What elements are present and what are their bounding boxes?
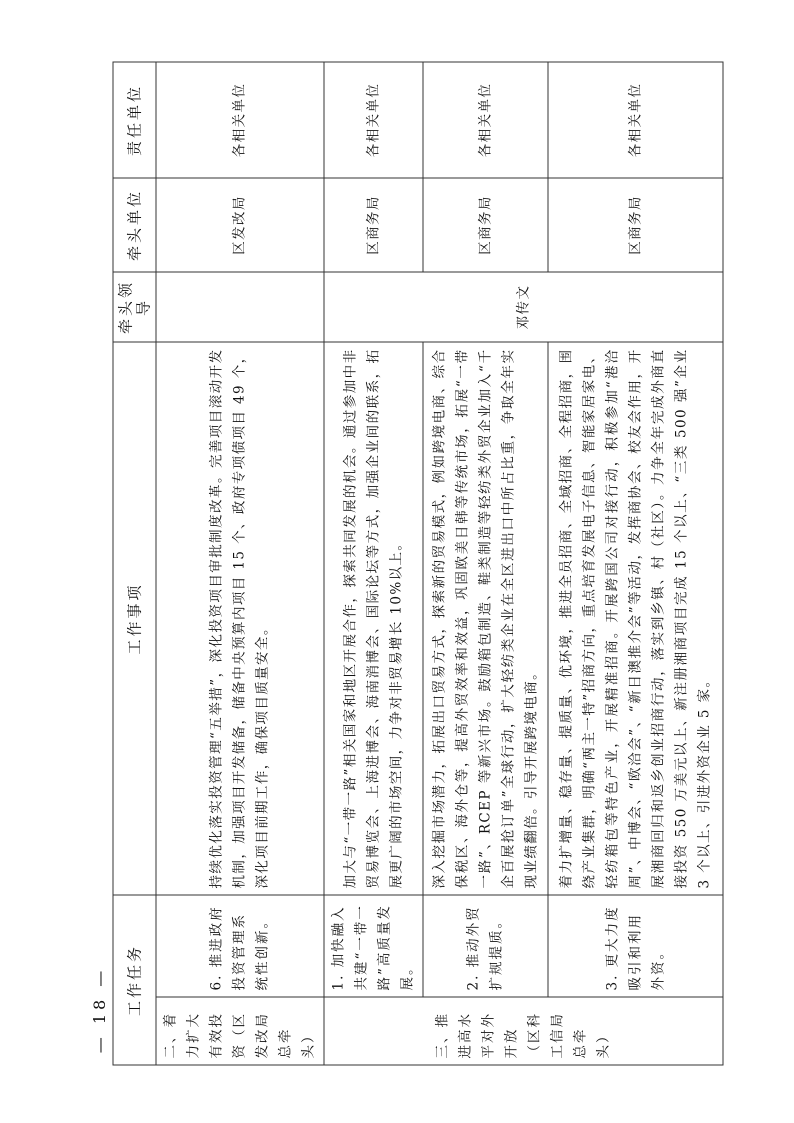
lead-unit-cell: 区商务局: [548, 177, 723, 271]
content-cell: 加大与“一带一路”相关国家和地区开展合作，探索共同发展的机会。通过参加中非贸易博览会、上海进博会、海南消博会、国际论坛等方式，加强企业间的联系，拓展更广阔的市场空间，力争对非贸易增长 10%以上。: [324, 341, 423, 894]
lead-unit-cell: 区商务局: [324, 177, 423, 271]
table-row: [423, 61, 548, 1064]
work-task-table: [112, 61, 723, 1065]
rotated-table-page: [112, 62, 712, 1065]
responsible-cell: 各相关单位: [156, 61, 324, 177]
leader-cell: [156, 271, 324, 341]
header-task: 工作任务: [113, 894, 156, 1064]
header-lead-unit: 牵头单位: [113, 177, 156, 271]
lead-unit-cell: 区商务局: [423, 177, 548, 271]
category-cell: 二、着力扩大有效投资（区发改局总牵头）: [156, 997, 324, 1065]
content-cell: 着力扩增量、稳存量、提质量、优环境，推进全员招商、全域招商、全程招商，围绕产业集群，明确“两主一特”招商方向，重点培育发展电子信息、智能家居家电、轻纺箱包等特色产业，开展精准招商。开展跨国公司对接行动，积极参加“港洽周”、中博会、“欧洽会”、“新日澳推介会”等活动，发挥商协会、校友会作用，开展湘商回归和返乡创业招商行动，落实到乡镇、村（社区）。力争全年完成外商直接投资 550 万美元以上、新注册湘商项目完成 15 个以上、“三类 500 强”企业 3 个以上、引进外资企业 5 家。: [548, 341, 723, 894]
table-row: [548, 61, 723, 1064]
header-leader: 牵头领导: [113, 271, 156, 341]
lead-unit-cell: 区发改局: [156, 177, 324, 271]
header-responsible: 责任单位: [113, 61, 156, 177]
task-cell: 6. 推进政府投资管理系统性创新。: [156, 894, 324, 996]
header-row: [113, 61, 156, 1064]
task-cell: 1. 加快融入共建“一带一路”高质量发展。: [324, 894, 423, 996]
task-cell: 2. 推动外贸扩规提质。: [423, 894, 548, 996]
header-content: 工作事项: [113, 341, 156, 894]
content-cell: 持续优化落实投资管理“五举措”，深化投资项目审批制度改革。完善项目滚动开发机制，加强项目开发储备，储备中央预算内项目 15 个、政府专项债项目 49 个，深化项目前期工作，确保项目质量安全。: [156, 341, 324, 894]
responsible-cell: 各相关单位: [423, 61, 548, 177]
content-cell: 深入挖掘市场潜力，拓展出口贸易方式，探索新的贸易模式，例如跨境电商、综合保税区、海外仓等，提高外贸效率和效益，巩固欧美日韩等传统市场，拓展“一带一路”、RCEP 等新兴市场。鼓励箱包制造、鞋类制造等轻纺类外贸企业加入“千企百展抢订单”全球行动，扩大轻纺类企业在全区进出口中所占比重，争取全年实现业绩翻倍。引导开展跨境电商。: [423, 341, 548, 894]
table-row: [156, 61, 324, 1064]
responsible-cell: 各相关单位: [548, 61, 723, 177]
responsible-cell: 各相关单位: [324, 61, 423, 177]
task-cell: 3. 更大力度吸引和利用外资。: [548, 894, 723, 996]
category-cell: 三、推进高水平对外开放（区科工信局总牵头）: [324, 997, 723, 1065]
page-number: — 18 —: [90, 966, 109, 1054]
leader-cell: 邓传文: [324, 271, 723, 341]
table-row: [324, 61, 423, 1064]
